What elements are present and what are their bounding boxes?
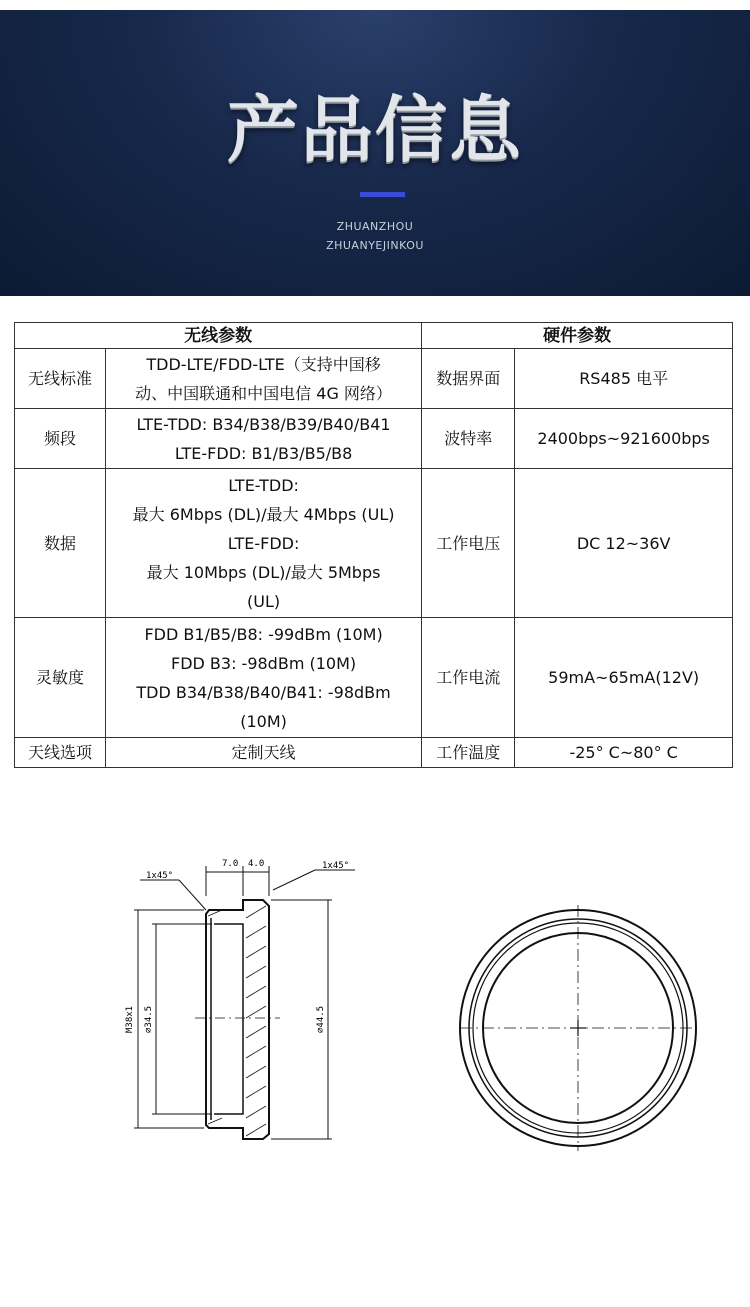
value-line: LTE-TDD: B34/B38/B39/B40/B41: [136, 414, 391, 434]
table-row: [15, 738, 733, 768]
header-hardware: 硬件参数: [422, 323, 733, 349]
table-header-row: [15, 323, 733, 349]
hw-label: 工作电压: [422, 469, 515, 618]
banner-subtitle-1: ZHUANZHOU: [336, 220, 414, 233]
value-line: 动、中国联通和中国电信 4G 网络）: [135, 383, 392, 403]
dim-top-b: 4.0: [248, 859, 265, 869]
dim-top-a: 7.0: [222, 859, 239, 869]
row-value: [105, 349, 421, 409]
value-line: LTE-FDD: B1/B3/B5/B8: [174, 443, 353, 463]
front-view-drawing: [450, 905, 706, 1155]
value-line: FDD B3: -98dBm (10M): [170, 653, 357, 673]
hw-value: RS485 电平: [515, 349, 733, 409]
hw-value: 59mA~65mA(12V): [515, 618, 733, 738]
chamfer-left-label: 1x45°: [146, 871, 174, 881]
value-line: FDD B1/B5/B8: -99dBm (10M): [144, 624, 383, 644]
title-underline-bar: [360, 192, 405, 197]
row-label: 数据: [15, 469, 106, 618]
value-line: TDD-LTE/FDD-LTE（支持中国移: [146, 354, 381, 374]
banner-subtitle-2: ZHUANYEJINKOU: [326, 239, 424, 252]
outer-diameter-label: ⌀44.5: [316, 1005, 326, 1033]
hw-value: DC 12~36V: [515, 469, 733, 618]
table-row: [15, 409, 733, 469]
row-label: 频段: [15, 409, 106, 469]
row-value: [105, 618, 421, 738]
row-value: [105, 469, 421, 618]
hw-label: 波特率: [422, 409, 515, 469]
row-value: [105, 738, 421, 768]
header-banner: [0, 10, 750, 296]
side-view-drawing: [100, 848, 380, 1148]
thread-label: M38x1: [125, 1005, 135, 1033]
value-line: LTE-TDD:: [228, 475, 299, 495]
value-line: 最大 6Mbps (DL)/最大 4Mbps (UL): [132, 504, 395, 524]
inner-diameter-label: ⌀34.5: [144, 1005, 154, 1033]
hw-label: 工作电流: [422, 618, 515, 738]
value-line: TDD B34/B38/B40/B41: -98dBm: [136, 682, 391, 702]
row-label: 天线选项: [15, 738, 106, 768]
row-label: 灵敏度: [15, 618, 106, 738]
chamfer-right-label: 1x45°: [322, 861, 350, 871]
page-title: 产品信息: [226, 88, 523, 172]
hw-label: 工作温度: [422, 738, 515, 768]
hw-label: 数据界面: [422, 349, 515, 409]
row-value: [105, 409, 421, 469]
spec-table: [14, 322, 733, 768]
hw-value: 2400bps~921600bps: [515, 409, 733, 469]
value-line: (10M): [240, 711, 287, 731]
table-row: [15, 469, 733, 618]
header-wireless: 无线参数: [15, 323, 422, 349]
table-row: [15, 349, 733, 409]
table-row: [15, 618, 733, 738]
value-line: 最大 10Mbps (DL)/最大 5Mbps: [146, 562, 381, 582]
value-line: 定制天线: [231, 743, 296, 762]
hw-value: -25° C~80° C: [515, 738, 733, 768]
row-label: 无线标准: [15, 349, 106, 409]
value-line: (UL): [247, 591, 281, 611]
value-line: LTE-FDD:: [227, 533, 300, 553]
